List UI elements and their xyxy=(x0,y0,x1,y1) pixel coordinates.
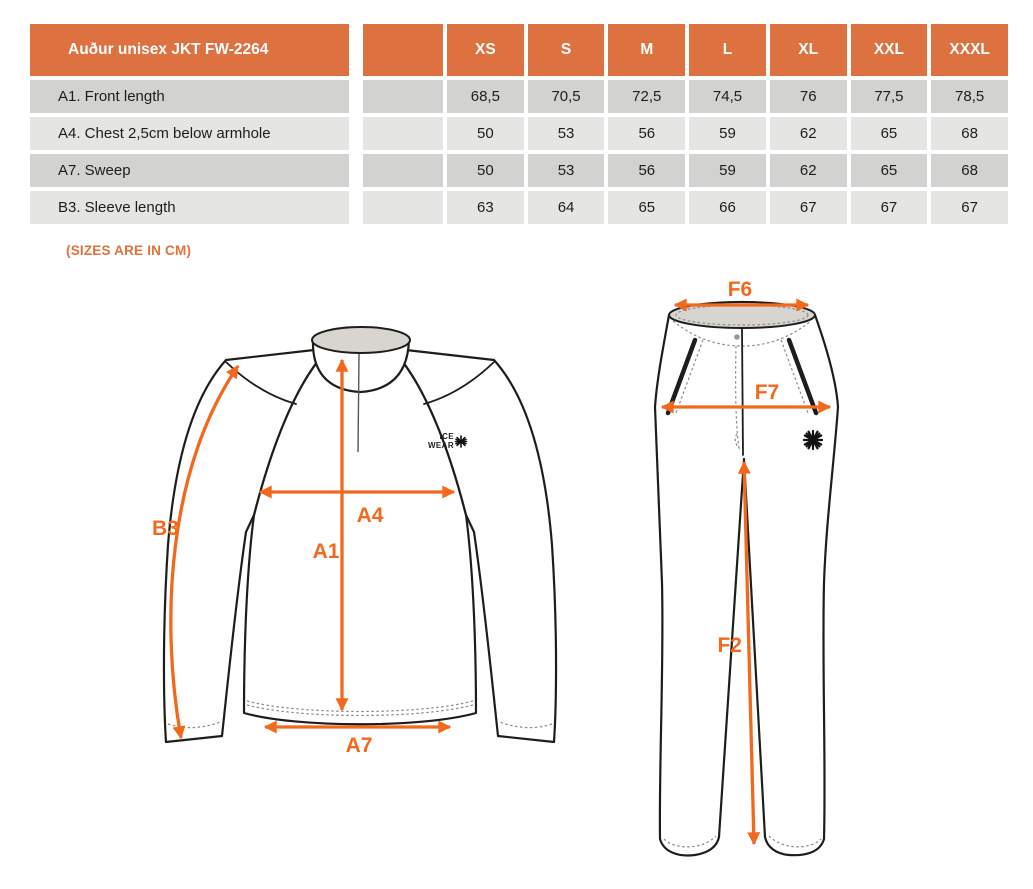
value-cell: 77,5 xyxy=(851,80,928,113)
size-header-xxxl: XXXL xyxy=(931,24,1008,76)
value-cell: 50 xyxy=(447,117,524,150)
snowflake-icon xyxy=(456,436,467,447)
row-label: A4. Chest 2,5cm below armhole xyxy=(30,117,349,150)
collar-opening xyxy=(312,327,410,353)
value-cell: 53 xyxy=(528,117,605,150)
snowflake-icon xyxy=(804,431,822,449)
center-front-seam xyxy=(742,328,743,455)
column-spacer xyxy=(353,80,359,113)
size-header-xl: XL xyxy=(770,24,847,76)
value-cell: 68 xyxy=(931,117,1008,150)
sleeve-length-label: B3 xyxy=(152,517,179,540)
value-cell: 56 xyxy=(608,154,685,187)
value-cell: 70,5 xyxy=(528,80,605,113)
inseam-label: F2 xyxy=(717,634,742,657)
jacket-diagram xyxy=(148,300,588,800)
column-spacer xyxy=(353,154,359,187)
value-cell: 65 xyxy=(608,191,685,224)
hip-label: F7 xyxy=(754,381,780,404)
column-spacer xyxy=(353,24,359,76)
value-cell: 78,5 xyxy=(931,80,1008,113)
value-cell: 67 xyxy=(770,191,847,224)
value-cell: 65 xyxy=(851,154,928,187)
value-cell: 53 xyxy=(528,154,605,187)
column-spacer xyxy=(353,117,359,150)
brand-logo-text-line1: ICE xyxy=(439,432,454,441)
value-cell: 62 xyxy=(770,117,847,150)
pants-diagram xyxy=(640,280,850,864)
value-cell: 59 xyxy=(689,117,766,150)
value-cell: 68 xyxy=(931,154,1008,187)
value-cell: 64 xyxy=(528,191,605,224)
row-label: A1. Front length xyxy=(30,80,349,113)
chest-label: A4 xyxy=(356,504,384,527)
row-label: B3. Sleeve length xyxy=(30,191,349,224)
value-cell: 62 xyxy=(770,154,847,187)
sizes-in-cm-note: (SIZES ARE IN CM) xyxy=(66,243,192,258)
size-header-xs: XS xyxy=(447,24,524,76)
empty-cell xyxy=(363,117,443,150)
value-cell: 74,5 xyxy=(689,80,766,113)
row-label: A7. Sweep xyxy=(30,154,349,187)
value-cell: 67 xyxy=(851,191,928,224)
value-cell: 76 xyxy=(770,80,847,113)
zipper-line xyxy=(358,354,359,452)
column-spacer xyxy=(353,191,359,224)
value-cell: 66 xyxy=(689,191,766,224)
value-cell: 59 xyxy=(689,154,766,187)
size-header-l: L xyxy=(689,24,766,76)
value-cell: 50 xyxy=(447,154,524,187)
value-cell: 63 xyxy=(447,191,524,224)
value-cell: 72,5 xyxy=(608,80,685,113)
size-table xyxy=(30,24,1008,224)
size-header-xxl: XXL xyxy=(851,24,928,76)
value-cell: 65 xyxy=(851,117,928,150)
value-cell: 67 xyxy=(931,191,1008,224)
waist-label: F6 xyxy=(727,280,753,301)
value-cell: 56 xyxy=(608,117,685,150)
value-cell: 68,5 xyxy=(447,80,524,113)
empty-cell xyxy=(363,191,443,224)
brand-logo-text-line2: WEAR xyxy=(427,441,454,450)
sweep-label: A7 xyxy=(345,734,373,757)
empty-header-cell xyxy=(363,24,443,76)
empty-cell xyxy=(363,80,443,113)
waist-button xyxy=(734,334,740,340)
front-length-label: A1 xyxy=(312,540,340,563)
empty-cell xyxy=(363,154,443,187)
size-header-s: S xyxy=(528,24,605,76)
size-header-m: M xyxy=(608,24,685,76)
table-title: Auður unisex JKT FW-2264 xyxy=(30,24,349,76)
